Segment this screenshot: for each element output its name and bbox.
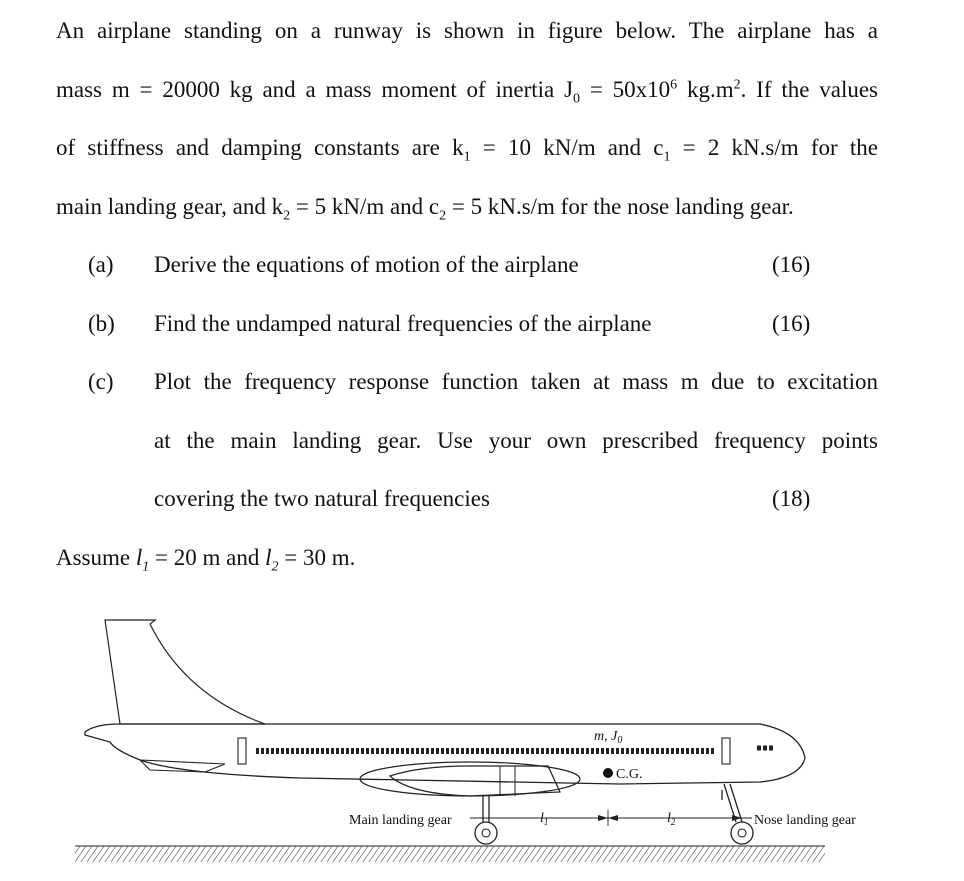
cg-label: C.G. — [616, 767, 643, 782]
question-text-3: covering the two natural frequencies — [154, 486, 490, 511]
question-b — [56, 295, 878, 354]
question-text-2: at the main landing gear. Use your own prescribed frequency points — [154, 427, 878, 453]
runway-ground — [75, 846, 825, 862]
question-c-last-line — [56, 470, 878, 529]
problem-paragraph — [56, 0, 878, 236]
main-gear-wheel — [475, 822, 497, 844]
question-text: Find the undamped natural frequencies of the airplane — [154, 310, 652, 336]
nose-gear-wheel — [731, 822, 753, 844]
problem-line-3: of stiffness and damping constants are $k_1 = 10$ kN/m and $c_1 = 2$ kN.s/m for the — [56, 135, 878, 165]
question-marks: (16) — [772, 252, 811, 277]
main-gear-label: Main landing gear — [349, 813, 452, 828]
l1-label: $l_1$ — [540, 811, 549, 827]
problem-text — [56, 0, 878, 587]
question-text: Plot the frequency response function taken at mass m due to excitation — [154, 369, 878, 394]
assumption-line: Assume $l_1 = 20$ m and $l_2 = 30$ m. — [56, 544, 356, 575]
problem-line-1: An airplane standing on a runway is shown in figure below. The airplane has a — [56, 18, 878, 43]
question-c — [56, 353, 878, 412]
cg-point — [603, 768, 613, 778]
question-label: (b) — [88, 310, 115, 336]
question-marks: (16) — [772, 310, 811, 336]
l2-arrow-head — [608, 815, 618, 821]
question-label: (a) — [88, 252, 114, 277]
problem-line-2: mass m = 20000 kg and a mass moment of inertia $J_0 = 50x10^6$ $kg.m^2$. If the values — [56, 76, 878, 107]
question-label: (c) — [88, 369, 114, 394]
question-marks: (18) — [772, 486, 811, 511]
airplane-diagram — [0, 600, 964, 876]
tail-fin — [105, 620, 265, 724]
l1-arrow-head — [598, 815, 608, 821]
question-text: Derive the equations of motion of the airplane — [154, 252, 579, 277]
mass-label: m, $J_0$ — [594, 729, 623, 746]
l2-label: $l_2$ — [667, 811, 676, 827]
problem-line-4: main landing gear, and $k_2 = 5$ kN/m and $c_2 = 5$ kN.s/m for the nose landing gear. — [56, 193, 794, 224]
rear-door — [238, 738, 246, 764]
question-a — [56, 236, 878, 295]
nose-gear-label: Nose landing gear — [754, 813, 856, 828]
front-door — [722, 738, 730, 764]
horizontal-stabilizer — [140, 760, 225, 772]
airplane-figure — [0, 600, 964, 876]
question-c-continued — [56, 412, 878, 471]
